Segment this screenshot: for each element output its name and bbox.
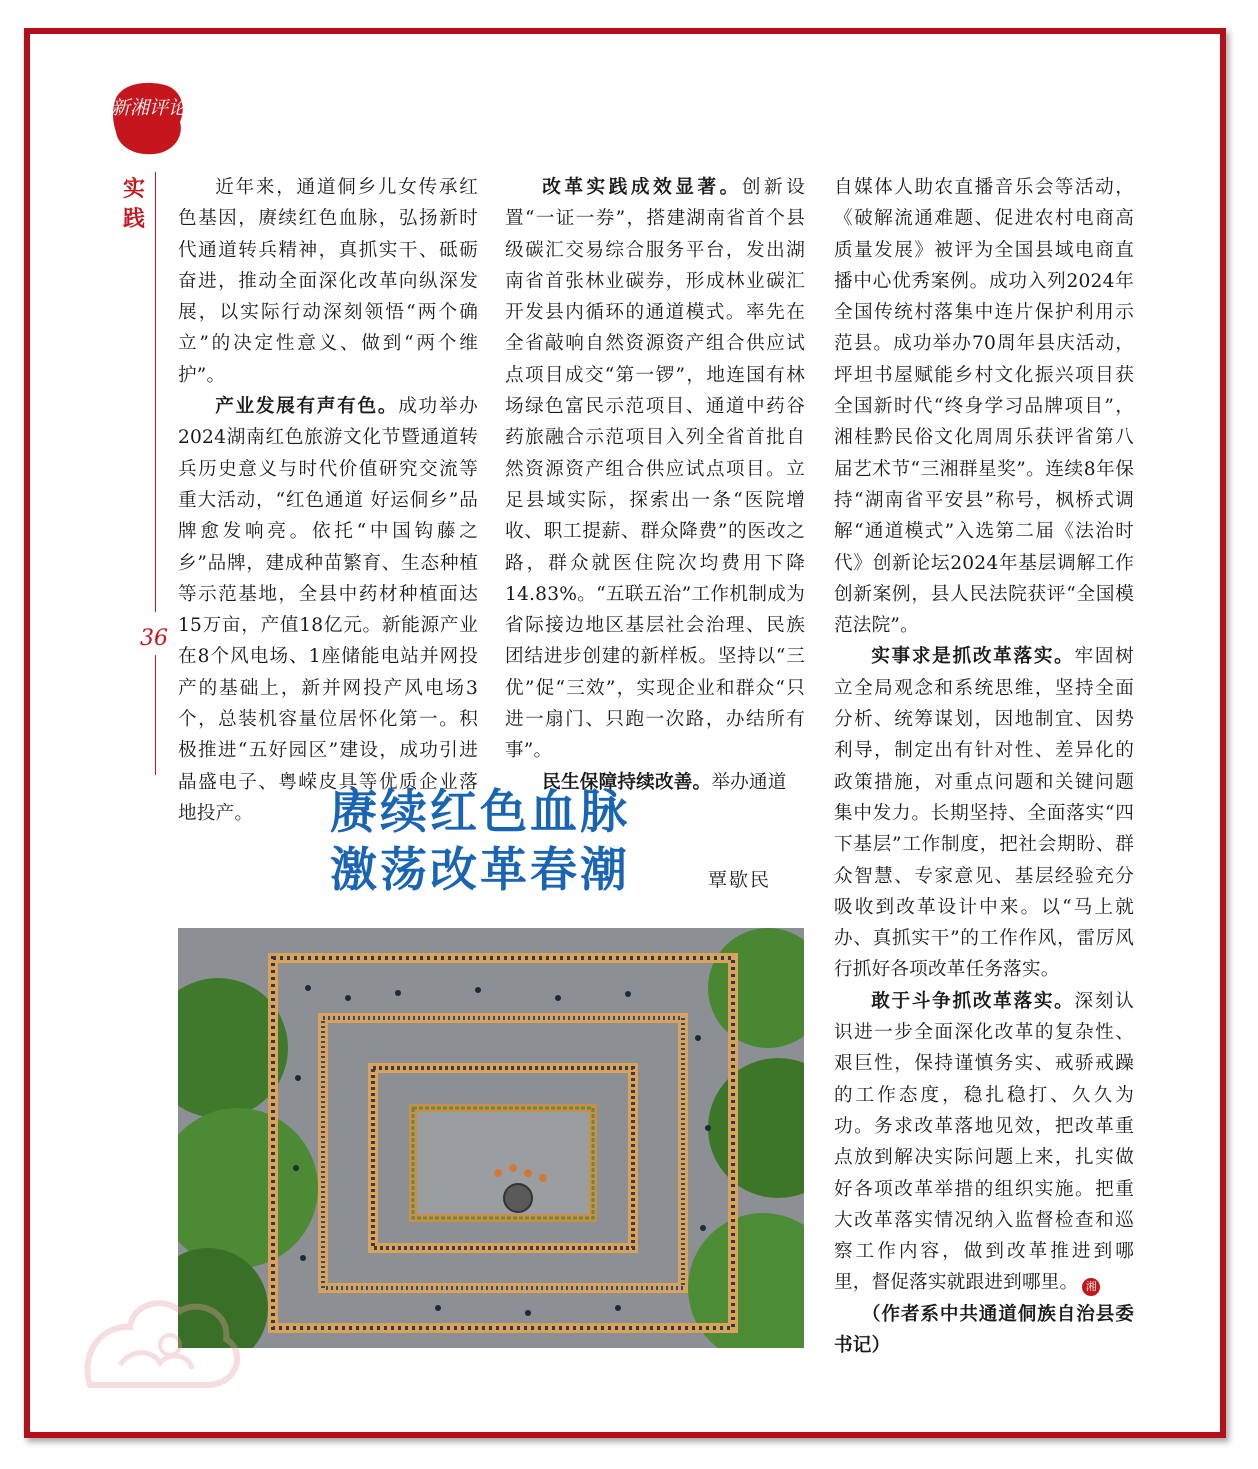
paragraph-text: 创新设置“一证一券”，搭建湖南省首个县级碳汇交易综合服务平台，发出湖南省首张林业碳券，形成林业碳汇开发县内循环的通道模式。率先在全省敲响自然资源资产组合供应试点项目成交“第一锣”，地连国有林场绿色富民示范项目、通道中药谷药旅融合示范项目入列全省首批自然资源资产组合供应试点项目。立足县域实际，探索出一条“医院增收、职工提薪、群众降费”的医改之路，群众就医住院次均费用下降14.83%。“五联五治”工作机制成为省际接边地区基层社会治理、民族团结进步创建的新样板。坚持以“三优”促“三效”，实现企业和群众“只进一扇门、只跑一次路，办结所有事”。 [505,177,805,762]
paragraph-heading: 民生保障持续改善。 [542,771,712,793]
author-note: （作者系中共通道侗族自治县委书记） [834,1303,1134,1356]
text-column-3 [834,172,1134,1361]
paragraph-text: 成功举办2024湖南红色旅游文化节暨通道转兵历史意义与时代价值研究交流等重大活动，“红色通道 好运侗乡”品牌愈发响亮。依托“中国钩藤之乡”品牌，建成种苗繁育、生态种植等示范基地，全县中药材种植面达15万亩，产值18亿元。新能源产业在8个风电场、1座储能电站并网投产的基础上，新并网投产风电场3个，总装机容量位居怀化第一。积极推进“五好园区”建设，成功引进晶盛电子、粤嵘皮具等优质企业落地投产。 [178,396,478,824]
aerial-photo [178,928,804,1348]
paragraph [178,391,478,829]
magazine-logo [110,78,188,158]
paragraph: 自媒体人助农直播音乐会等活动，《破解流通难题、促进农村电商高质量发展》被评为全国县域电商直播中心优秀案例。成功入列2024年全国传统村落集中连片保护利用示范县。成功举办70周年县庆活动，坪坦书屋赋能乡村文化振兴项目获全国新时代“终身学习品牌项目”，湘桂黔民俗文化周周乐获评省第八届艺术节“三湘群星奖”。连续8年保持“湖南省平安县”称号，枫桥式调解“通道模式”入选第二届《法治时代》创新论坛2024年基层调解工作创新案例，县人民法院获评“全国模范法院”。 [834,177,1134,637]
page-number: 36 [140,626,168,651]
title-line-2: 激荡改革春潮 [330,843,630,898]
article-title [330,784,670,900]
title-line-1: 赓续红色血脉 [330,785,630,840]
paragraph [834,641,1134,985]
section-label: 实践 [122,177,145,232]
paragraph-heading: 产业发展有声有色。 [215,396,399,418]
aerial-photo-illustration [178,928,804,1348]
text-column-2 [505,172,805,798]
section-divider [155,172,156,612]
article-author: 覃歇民 [708,869,772,891]
section-divider-lower [155,655,156,775]
decorative-cloud-icon [70,1265,250,1415]
paragraph-heading: 敢于斗争抓改革落实。 [871,990,1075,1012]
paragraph-text: 牢固树立全局观念和系统思维，坚持全面分析、统筹谋划，因地制宜、因势利导，制定出有针对性、差异化的政策措施，对重点问题和关键问题集中发力。长期坚持、全面落实“四下基层”工作制度，把社会期盼、群众智慧、专家意见、基层经验充分吸收到改革设计中来。以“马上就办、真抓实干”的工作作风，雷厉风行抓好各项改革任务落实。 [834,646,1134,981]
paragraph-heading: 实事求是抓改革落实。 [871,646,1075,668]
paragraph: 近年来，通道侗乡儿女传承红色基因，赓续红色血脉，弘扬新时代通道转兵精神，真抓实干、砥砺奋进，推动全面深化改革向纵深发展，以实际行动深刻领悟“两个确立”的决定性意义、做到“两个维护”。 [178,177,478,386]
paragraph-text: 深刻认识进一步全面深化改革的复杂性、艰巨性，保持谨慎务实、戒骄戒躁的工作态度，稳扎稳打、久久为功。务求改革落地见效，把改革重点放到解决实际问题上来，扎实做好各项改革举措的组织实施。把重大改革落实情况纳入监督检查和巡察工作内容，做到改革推进到哪里，督促落实就跟进到哪里。 [834,990,1134,1294]
paragraph [834,986,1134,1299]
text-column-1 [178,172,478,829]
logo-text: 新湘评论 [110,97,188,119]
paragraph-text: 举办通道 [711,771,787,793]
paragraph-heading: 改革实践成效显著。 [542,177,742,198]
paragraph [505,172,805,767]
end-mark-icon: 湘 [1082,1278,1100,1296]
